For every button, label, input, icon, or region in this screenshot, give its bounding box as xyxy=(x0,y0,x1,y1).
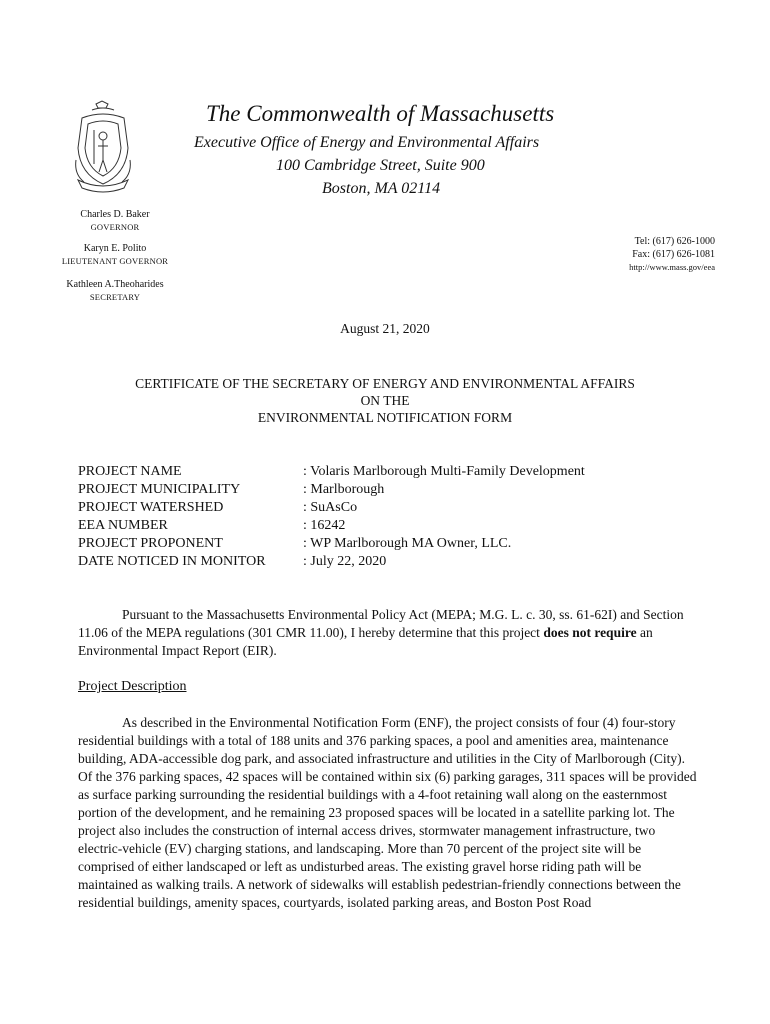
staff-role: SECRETARY xyxy=(89,292,141,302)
project-info-row xyxy=(78,535,585,553)
project-info-value: : WP Marlborough MA Owner, LLC. xyxy=(303,536,512,551)
document-date: August 21, 2020 xyxy=(340,321,430,336)
staff-governor xyxy=(40,209,190,233)
project-info-label: EEA NUMBER xyxy=(78,518,168,533)
project-info-label: PROJECT PROPONENT xyxy=(78,536,223,551)
determination-text: Pursuant to the Massachusetts Environmental Policy Act (MEPA; M.G. L. c. 30, ss. 61-62I) and Section 11.06 of the MEPA regulations (301 CMR 11.00), I hereby determine that this project xyxy=(78,607,684,640)
project-info-value: : SuAsCo xyxy=(303,500,358,515)
letterhead-address-line2: Boston, MA 02114 xyxy=(322,180,441,197)
staff-lieutenant-governor xyxy=(40,243,190,267)
determination-text-end: an Environmental Impact Report (EIR). xyxy=(78,625,653,658)
determination-bold-text: does not require xyxy=(543,625,637,640)
staff-secretary xyxy=(40,279,190,303)
project-info-label: PROJECT NAME xyxy=(78,464,182,479)
staff-name: Kathleen A.Theoharides xyxy=(66,279,164,290)
massachusetts-seal-icon xyxy=(74,100,132,206)
project-info-row xyxy=(78,517,585,535)
contact-url[interactable]: http://www.mass.gov/eea xyxy=(629,262,715,272)
determination-paragraph xyxy=(78,606,698,660)
staff-role: GOVERNOR xyxy=(90,222,140,232)
project-description-paragraph xyxy=(78,714,698,912)
project-info-label: DATE NOTICED IN MONITOR xyxy=(78,554,266,569)
project-info-value: : July 22, 2020 xyxy=(303,554,387,569)
project-description-text: As described in the Environmental Notification Form (ENF), the project consists of four (4) four-story residential buildings with a total of 188 units and 376 parking spaces, a pool and amenities area, maintenance building, ADA-accessible dog park, and associated infrastructure and utilities in the City of Marlborough (City). Of the 376 parking spaces, 42 spaces will be contained within six (6) parking garages, 311 spaces will be provided as surface parking surrounding the residential buildings with a 4-foot retaining wall along on the easternmost portion of the development, and he remaining 23 proposed spaces will be located in a satellite parking lot. The project also includes the construction of internal access drives, stormwater management infrastructure, two electric-vehicle (EV) charging stations, and landscaping. More than 70 percent of the project site will be comprised of either landscaped or left as undisturbed areas. The existing gravel horse riding path will be maintained as walking trails. A network of sidewalks will establish pedestrian-friendly connections between the residential buildings, amenity spaces, courtyards, isolated parking areas, and Boston Post Road xyxy=(78,715,697,910)
staff-name: Charles D. Baker xyxy=(80,209,150,220)
project-info-row xyxy=(78,553,585,571)
letterhead-title: The Commonwealth of Massachusetts xyxy=(206,101,555,126)
project-description-heading: Project Description xyxy=(78,679,187,694)
certificate-line2: ON THE xyxy=(360,393,410,408)
staff-role: LIEUTENANT GOVERNOR xyxy=(61,256,169,266)
project-info-value: : Marlborough xyxy=(303,482,385,497)
project-info-row xyxy=(78,499,585,517)
certificate-line1: CERTIFICATE OF THE SECRETARY OF ENERGY AND ENVIRONMENTAL AFFAIRS xyxy=(135,376,635,391)
certificate-heading xyxy=(0,375,770,426)
letterhead-address-line1: 100 Cambridge Street, Suite 900 xyxy=(276,157,485,174)
contact-tel: Tel: (617) 626-1000 xyxy=(634,236,715,247)
certificate-line3: ENVIRONMENTAL NOTIFICATION FORM xyxy=(257,410,513,425)
project-info-table xyxy=(78,463,585,571)
project-info-value: : 16242 xyxy=(303,518,346,533)
project-info-label: PROJECT MUNICIPALITY xyxy=(78,482,241,497)
contact-fax: Fax: (617) 626-1081 xyxy=(632,248,715,260)
contact-block xyxy=(629,236,715,274)
project-info-label: PROJECT WATERSHED xyxy=(78,500,224,515)
project-info-row xyxy=(78,463,585,481)
letterhead-office: Executive Office of Energy and Environmental Affairs xyxy=(194,134,540,151)
staff-name: Karyn E. Polito xyxy=(83,243,147,254)
project-info-row xyxy=(78,481,585,499)
project-info-value: : Volaris Marlborough Multi-Family Development xyxy=(303,464,585,479)
